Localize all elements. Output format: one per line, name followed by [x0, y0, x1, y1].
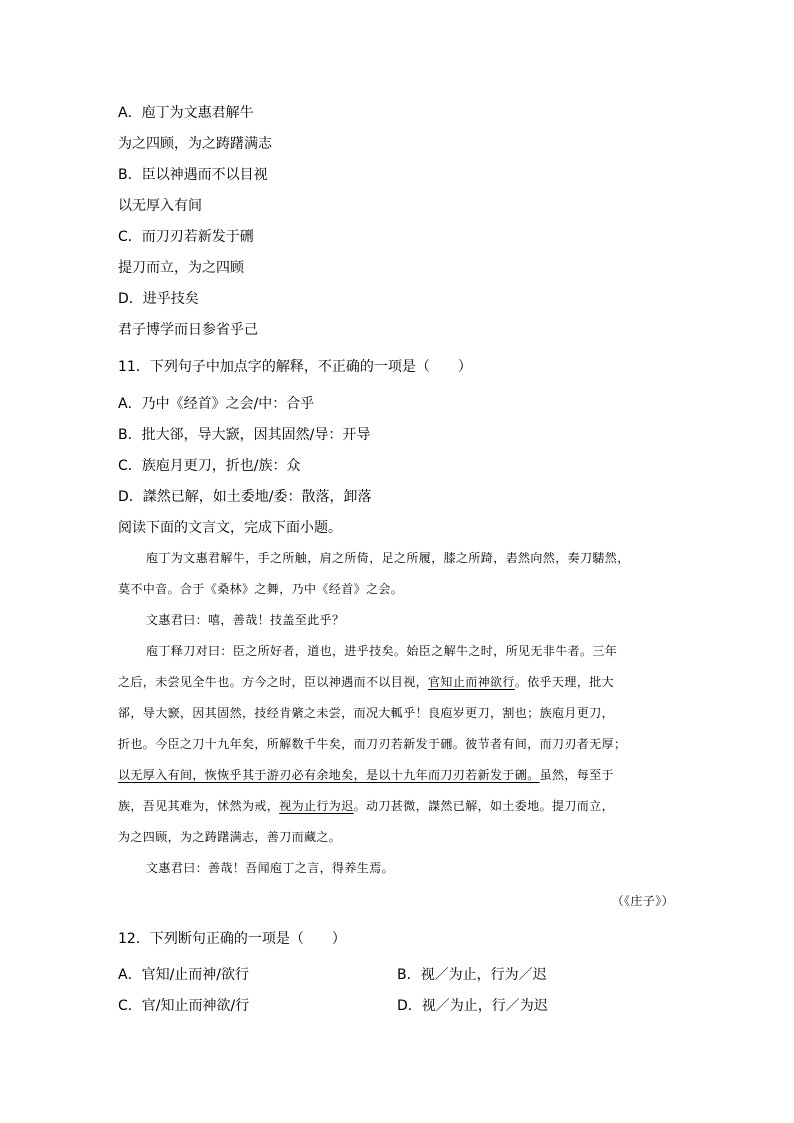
q12-stem: 12．下列断句正确的一项是（ ） [118, 931, 346, 947]
q10-option-b: B．臣以神遇而不以目视 [118, 167, 268, 183]
passage-line [118, 674, 614, 690]
passage-text: 族，吾见其难为，怵然为戒， [118, 799, 280, 813]
q11-option-c: C．族庖月更刀，折也/族：众 [118, 458, 301, 474]
reading-instruction: 阅读下面的文言文，完成下面小题。 [118, 520, 342, 536]
passage [118, 550, 674, 910]
q11-stem: 11．下列句子中加点字的解释，不正确的一项是（ ） [118, 359, 472, 375]
q10-option-d-line2: 君子博学而日参省乎己 [118, 322, 258, 338]
underlined-sentence: 以无厚入有间，恢恢乎其于游刃必有余地矣，是以十九年而刀刃若新发于硎。 [118, 768, 540, 782]
q12-option-d: D．视／为止，行／为迟 [397, 998, 548, 1014]
passage-line [118, 736, 626, 752]
passage-line: 文惠君曰：善哉！吾闻庖丁之言，得养生焉。 [146, 861, 395, 875]
q10-option-a: A．庖丁为文惠君解牛 [118, 105, 254, 121]
passage-line: 为之四顾，为之踌躇满志，善刀而藏之。 [118, 830, 342, 844]
passage-text: 。依乎天理，批大 [514, 675, 615, 689]
q12-option-c: C．官/知止而神欲/行 [118, 998, 250, 1014]
q12-option-b: B．视／为止，行为／迟 [397, 967, 547, 983]
q10-option-a-line2: 为之四顾，为之踌躇满志 [118, 136, 272, 152]
q11-option-a: A．乃中《经首》之会/中：合乎 [118, 396, 315, 412]
q10-option-c: C．而刀刃若新发于硎 [118, 229, 254, 245]
passage-text: 。动刀甚微，謋然已解，如土委地。提刀而立， [353, 799, 615, 813]
passage-line: 郤，导大窾，因其固然，技经肯綮之未尝，而况大軱乎！良庖岁更刀，割也；族庖月更刀， [118, 706, 615, 720]
passage-line: 莫不中音。合于《桑林》之舞，乃中《经首》之会。 [118, 582, 404, 596]
underlined-sentence: 视为止行为迟 [279, 799, 354, 813]
underlined-sentence: 官知止而神欲行 [428, 675, 515, 689]
passage-line: 庖丁为文惠君解牛，手之所触，肩之所倚，足之所履，膝之所踦，砉然向然，奏刀騞然， [146, 551, 630, 565]
q11-option-b: B．批大郤，导大窾，因其固然/导：开导 [118, 427, 371, 443]
passage-text: ； [614, 737, 627, 751]
passage-source: （《庄子》） [611, 894, 674, 908]
passage-line: 庖丁释刀对曰：臣之所好者，道也，进乎技矣。始臣之解牛之时，所见无非牛者。三年 [146, 644, 618, 658]
passage-text: 虽然，每至于 [539, 768, 615, 782]
passage-line: 文惠君曰：嘻，善哉！技盖至此乎？ [146, 613, 345, 627]
q10-option-d: D．进乎技矣 [118, 291, 199, 307]
passage-text: 之后，未尝见全牛也。方今之时，臣以神遇而不以目视， [118, 675, 429, 689]
q11-option-d: D．謋然已解，如土委地/委：散落，卸落 [118, 489, 372, 505]
passage-line [118, 798, 614, 814]
q10-option-c-line2: 提刀而立，为之四顾 [118, 260, 244, 276]
passage-text: 折也。今臣之刀十九年矣，所解数千牛矣，而刀刃若新发于硎。彼节者有间，而刀刃者无厚 [118, 737, 615, 751]
passage-line [118, 767, 614, 783]
q10-option-b-line2: 以无厚入有间 [118, 198, 202, 214]
q12-option-a: A．官知/止而神/欲行 [118, 967, 250, 983]
